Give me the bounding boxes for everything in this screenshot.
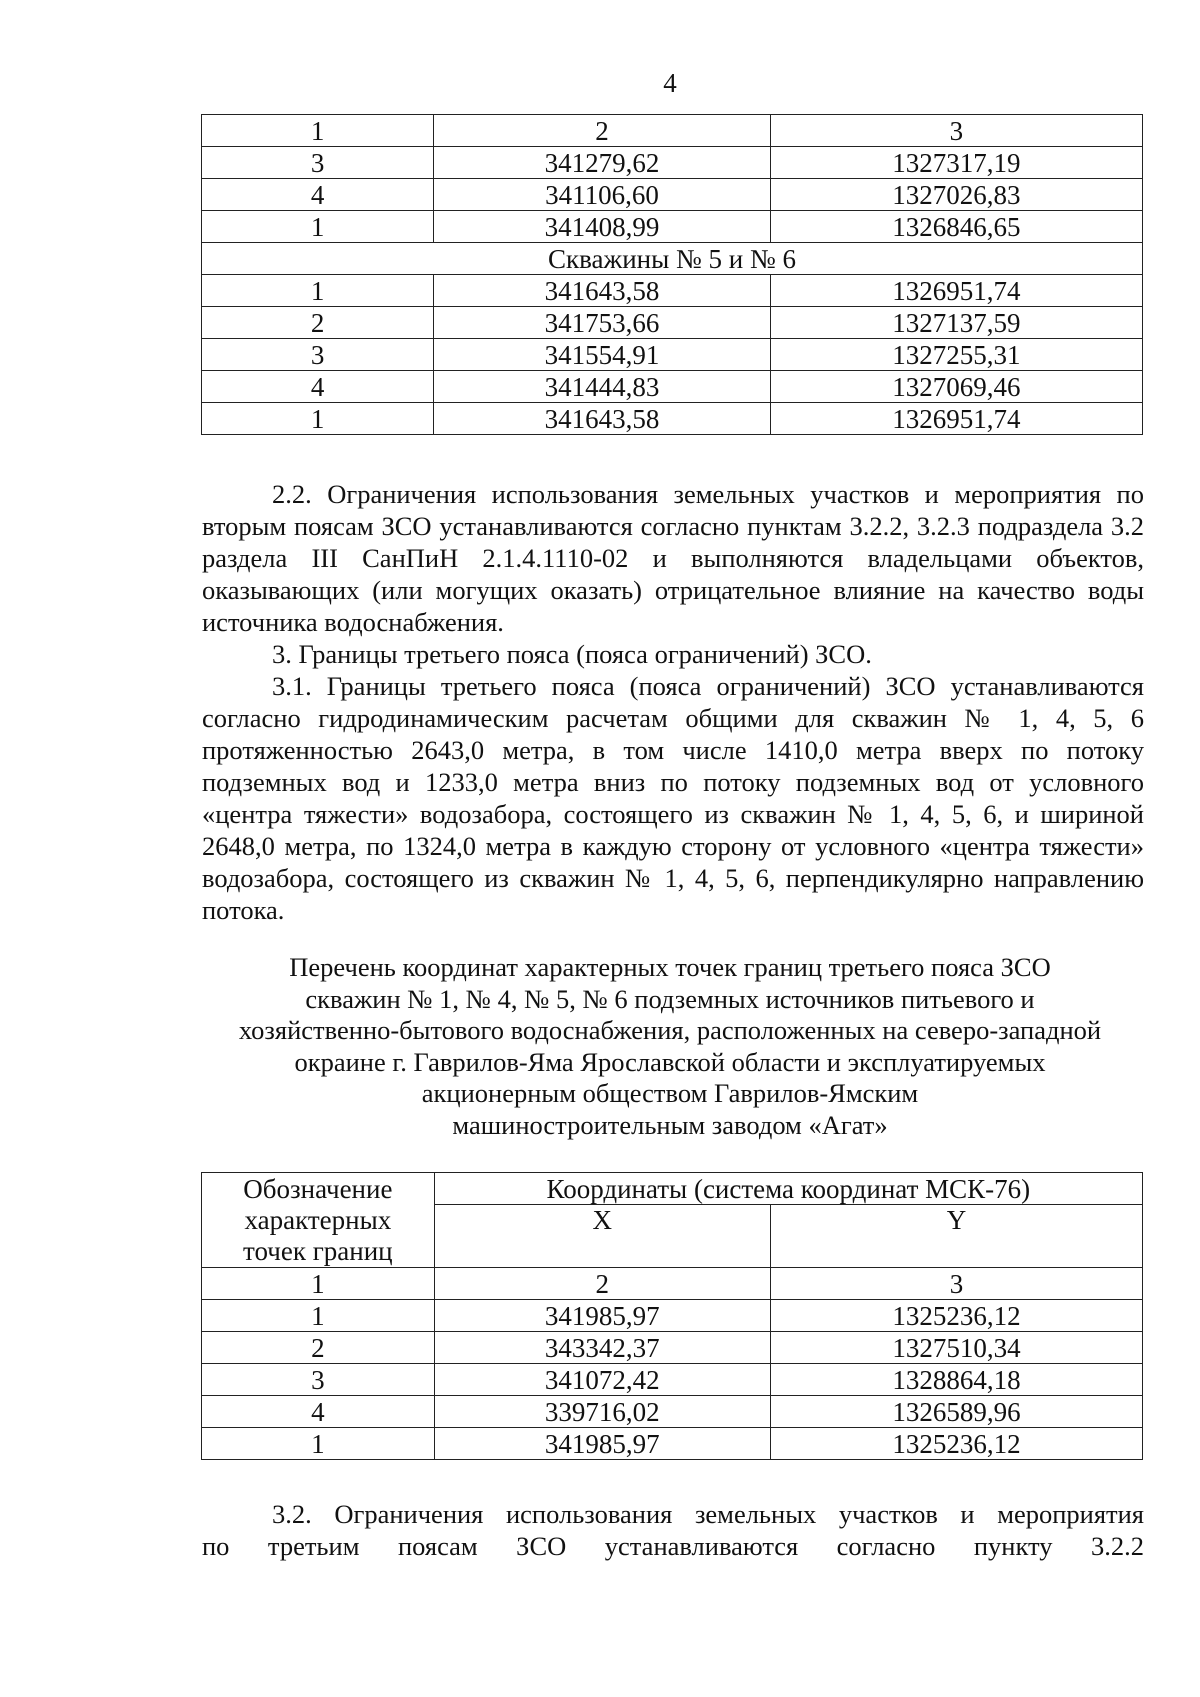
table-cell: 2 — [434, 115, 770, 147]
paragraph-text: 3.1. Границы третьего пояса (пояса ограничений) ЗСО устанавливаются согласно гидродинамическим расчетам общими для скважин № 1, 4, 5, 6 протяженностью 2643,0 метра, в том числе 1410,0 метра вверх по потоку подземных вод и 1233,0 метра вниз по потоку подземных вод от условного «центра тяжести» водозабора, состоящего из скважин № 1, 4, 5, 6, и шириной 2648,0 метра, по 1324,0 метра в каждую сторону от условного «центра тяжести» водозабора, состоящего из скважин № 1, 4, 5, 6, перпендикулярно направлению потока. — [202, 671, 1144, 925]
paragraph-3-1 — [202, 670, 1144, 926]
x-coordinate-cell: 341408,99 — [434, 211, 770, 243]
x-coordinate-cell: 341643,58 — [434, 275, 770, 307]
table-numbering-row — [202, 1268, 1143, 1300]
y-coordinate-cell: 1327317,19 — [770, 147, 1142, 179]
table-cell: 1 — [202, 1268, 435, 1300]
point-number-cell: 4 — [202, 1396, 435, 1428]
point-designation-header — [202, 1173, 435, 1268]
x-coordinate-cell: 341554,91 — [434, 339, 770, 371]
paragraph-2-2 — [202, 478, 1144, 638]
table-header-row — [202, 115, 1143, 147]
table-row — [202, 1332, 1143, 1364]
section-label-cell: Скважины № 5 и № 6 — [202, 243, 1143, 275]
x-coordinate-cell: 341985,97 — [434, 1428, 770, 1460]
paragraph-text: по третьим поясам ЗСО устанавливаются согласно пункту 3.2.2 — [202, 1531, 1144, 1561]
point-number-cell: 1 — [202, 403, 434, 435]
point-number-cell: 3 — [202, 339, 434, 371]
y-header: Y — [770, 1205, 1142, 1268]
y-coordinate-cell: 1327510,34 — [770, 1332, 1142, 1364]
paragraph-text: 2.2. Ограничения использования земельных участков и мероприятия по вторым поясам ЗСО устанавливаются согласно пунктам 3.2.2, 3.2.3 подраздела 3.2 раздела III СанПиН 2.1.4.1110-02 и выполняются владельцами объектов, оказывающих (или могущих оказать) отрицательное влияние на качество воды источника водоснабжения. — [202, 479, 1144, 637]
point-number-cell: 1 — [202, 211, 434, 243]
x-coordinate-cell: 341106,60 — [434, 179, 770, 211]
table-row — [202, 211, 1143, 243]
paragraph-3 — [202, 638, 1144, 670]
point-number-cell: 1 — [202, 1428, 435, 1460]
x-header: X — [434, 1205, 770, 1268]
title-line: акционерным обществом Гаврилов-Ямским — [421, 1078, 919, 1108]
x-coordinate-cell: 343342,37 — [434, 1332, 770, 1364]
paragraph-text: 3.2. Ограничения использования земельных участков и мероприятия — [272, 1499, 1144, 1529]
x-coordinate-cell: 341753,66 — [434, 307, 770, 339]
point-number-cell: 4 — [202, 179, 434, 211]
table-row — [202, 371, 1143, 403]
table-row — [202, 339, 1143, 371]
title-line: машиностроительным заводом «Агат» — [452, 1109, 888, 1140]
table-cell: 3 — [770, 115, 1142, 147]
table-row — [202, 275, 1143, 307]
y-coordinate-cell: 1325236,12 — [770, 1300, 1142, 1332]
table-row — [202, 1364, 1143, 1396]
table-row — [202, 307, 1143, 339]
point-number-cell: 2 — [202, 1332, 435, 1364]
table-row — [202, 403, 1143, 435]
coordinates-system-header: Координаты (система координат МСК-76) — [434, 1173, 1142, 1205]
table-cell: 2 — [434, 1268, 770, 1300]
y-coordinate-cell: 1326951,74 — [770, 275, 1142, 307]
point-number-cell: 3 — [202, 1364, 435, 1396]
title-line: Перечень координат характерных точек границ третьего пояса ЗСО — [289, 952, 1051, 982]
x-coordinate-cell: 341643,58 — [434, 403, 770, 435]
header-line: характерных — [244, 1204, 392, 1235]
point-number-cell: 1 — [202, 275, 434, 307]
header-line: точек границ — [243, 1235, 393, 1266]
y-coordinate-cell: 1327255,31 — [770, 339, 1142, 371]
table-row — [202, 147, 1143, 179]
y-coordinate-cell: 1326951,74 — [770, 403, 1142, 435]
header-line: Обозначение — [243, 1173, 393, 1204]
point-number-cell: 3 — [202, 147, 434, 179]
table-cell: 1 — [202, 115, 434, 147]
y-coordinate-cell: 1325236,12 — [770, 1428, 1142, 1460]
x-coordinate-cell: 341072,42 — [434, 1364, 770, 1396]
coordinates-table-zone3 — [201, 1172, 1143, 1460]
point-number-cell: 2 — [202, 307, 434, 339]
x-coordinate-cell: 341985,97 — [434, 1300, 770, 1332]
y-coordinate-cell: 1328864,18 — [770, 1364, 1142, 1396]
table-row — [202, 1300, 1143, 1332]
table-cell: 3 — [770, 1268, 1142, 1300]
y-coordinate-cell: 1326846,65 — [770, 211, 1142, 243]
y-coordinate-cell: 1327069,46 — [770, 371, 1142, 403]
table-header-row — [202, 1173, 1143, 1205]
y-coordinate-cell: 1327137,59 — [770, 307, 1142, 339]
page-number: 4 — [663, 68, 677, 98]
table-row — [202, 1428, 1143, 1460]
table-row — [202, 1396, 1143, 1428]
point-number-cell: 4 — [202, 371, 434, 403]
y-coordinate-cell: 1326589,96 — [770, 1396, 1142, 1428]
coordinates-table-zone2 — [201, 114, 1143, 435]
y-coordinate-cell: 1327026,83 — [770, 179, 1142, 211]
title-line: скважин № 1, № 4, № 5, № 6 подземных источников питьевого и — [305, 983, 1035, 1014]
x-coordinate-cell: 339716,02 — [434, 1396, 770, 1428]
paragraph-3-2-line-2 — [202, 1530, 1144, 1562]
table-section-row — [202, 243, 1143, 275]
paragraph-text: 3. Границы третьего пояса (пояса ограничений) ЗСО. — [272, 639, 872, 669]
paragraph-3-2-line-1 — [202, 1498, 1144, 1530]
coordinates-list-title — [170, 952, 1170, 1141]
title-line: окраине г. Гаврилов-Яма Ярославской области и эксплуатируемых — [294, 1046, 1046, 1077]
point-number-cell: 1 — [202, 1300, 435, 1332]
title-line: хозяйственно-бытового водоснабжения, расположенных на северо-западной — [238, 1015, 1102, 1045]
x-coordinate-cell: 341444,83 — [434, 371, 770, 403]
x-coordinate-cell: 341279,62 — [434, 147, 770, 179]
table-row — [202, 179, 1143, 211]
